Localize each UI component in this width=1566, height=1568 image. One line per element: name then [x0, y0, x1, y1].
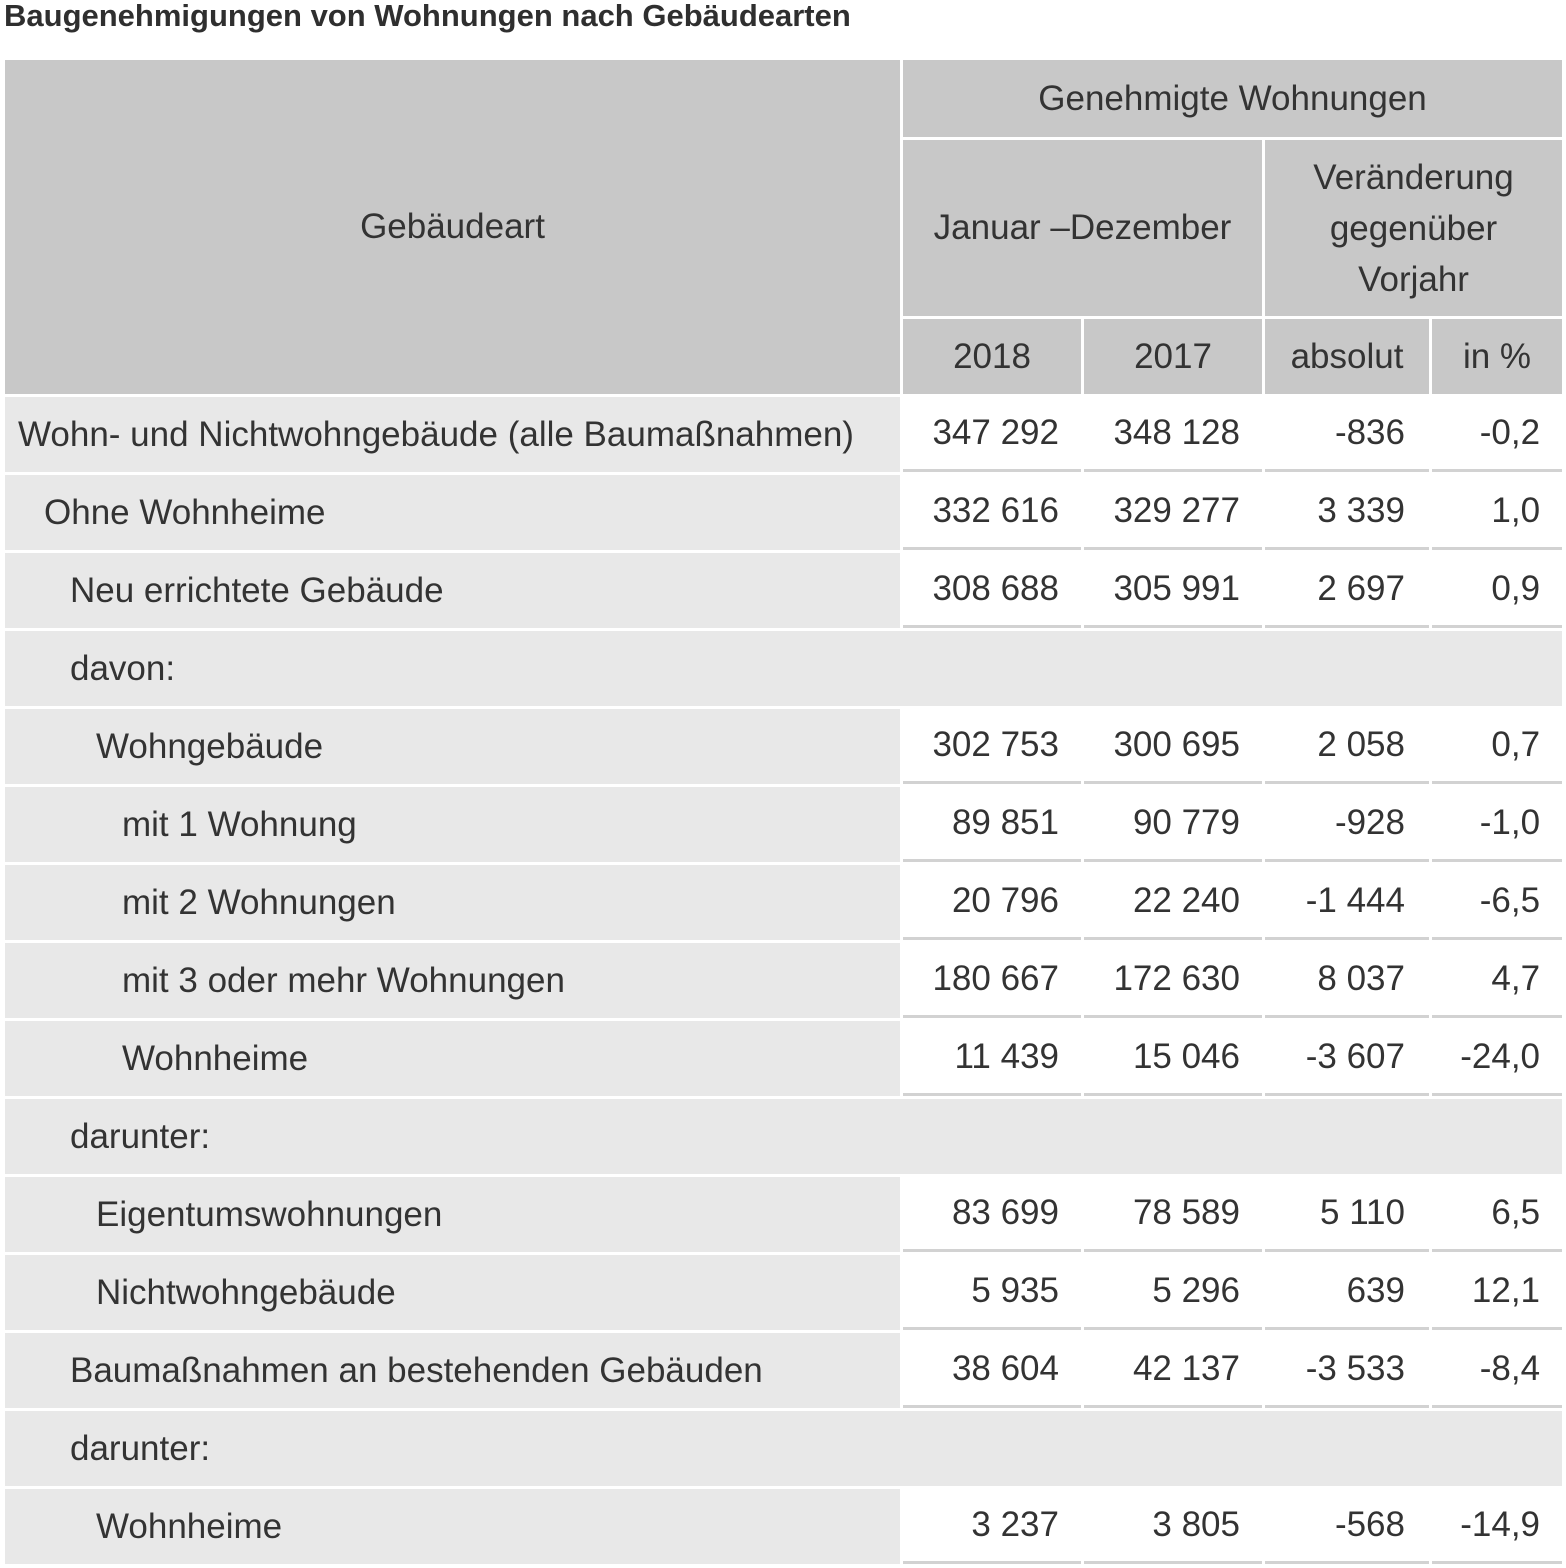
header-row-1 [5, 60, 1562, 137]
table-row [5, 709, 1562, 784]
table-row [5, 1021, 1562, 1096]
cell-absolut: -3 533 [1265, 1333, 1429, 1408]
table-row [5, 865, 1562, 940]
cell-2018: 20 796 [903, 865, 1081, 940]
row-label: Eigentumswohnungen [5, 1177, 900, 1252]
cell-2017: 22 240 [1084, 865, 1262, 940]
col-header-period: Januar –Dezember [903, 140, 1262, 316]
col-header-2017: 2017 [1084, 319, 1262, 394]
cell-2017: 42 137 [1084, 1333, 1262, 1408]
cell-absolut: -568 [1265, 1489, 1429, 1564]
section-label: darunter: [5, 1411, 1562, 1486]
cell-2017: 348 128 [1084, 397, 1262, 472]
cell-absolut: 8 037 [1265, 943, 1429, 1018]
row-label: Nichtwohngebäude [5, 1255, 900, 1330]
section-label: darunter: [5, 1099, 1562, 1174]
cell-2018: 38 604 [903, 1333, 1081, 1408]
col-header-genehmigte-wohnungen: Genehmigte Wohnungen [903, 60, 1562, 137]
cell-2018: 89 851 [903, 787, 1081, 862]
cell-2017: 90 779 [1084, 787, 1262, 862]
row-label: mit 2 Wohnungen [5, 865, 900, 940]
cell-2018: 83 699 [903, 1177, 1081, 1252]
row-label: Wohnheime [5, 1489, 900, 1564]
cell-percent: -24,0 [1432, 1021, 1562, 1096]
table-row [5, 1255, 1562, 1330]
row-label: Baumaßnahmen an bestehenden Gebäuden [5, 1333, 900, 1408]
cell-absolut: 639 [1265, 1255, 1429, 1330]
cell-2018: 302 753 [903, 709, 1081, 784]
cell-percent: 6,5 [1432, 1177, 1562, 1252]
cell-absolut: 2 697 [1265, 553, 1429, 628]
table-row [5, 553, 1562, 628]
table-row [5, 1489, 1562, 1564]
cell-absolut: -836 [1265, 397, 1429, 472]
col-header-change [1265, 140, 1562, 316]
col-header-gebaeudeart: Gebäudeart [5, 60, 900, 394]
cell-2018: 347 292 [903, 397, 1081, 472]
cell-percent: -0,2 [1432, 397, 1562, 472]
cell-percent: 1,0 [1432, 475, 1562, 550]
cell-absolut: -1 444 [1265, 865, 1429, 940]
cell-absolut: 3 339 [1265, 475, 1429, 550]
col-header-percent: in % [1432, 319, 1562, 394]
cell-percent: 0,7 [1432, 709, 1562, 784]
cell-percent: -6,5 [1432, 865, 1562, 940]
section-label: davon: [5, 631, 1562, 706]
cell-percent: 0,9 [1432, 553, 1562, 628]
cell-2017: 300 695 [1084, 709, 1262, 784]
table-row [5, 475, 1562, 550]
cell-2018: 332 616 [903, 475, 1081, 550]
page-title: Baugenehmigungen von Wohnungen nach Gebäudearten [4, 0, 851, 33]
col-header-2018: 2018 [903, 319, 1081, 394]
cell-percent: -1,0 [1432, 787, 1562, 862]
cell-2017: 305 991 [1084, 553, 1262, 628]
table-row [5, 397, 1562, 472]
cell-2018: 308 688 [903, 553, 1081, 628]
col-header-change-line-1: Veränderung [1313, 157, 1514, 197]
table-row [5, 1177, 1562, 1252]
table-row [5, 1333, 1562, 1408]
section-row [5, 631, 1562, 706]
cell-2017: 3 805 [1084, 1489, 1262, 1564]
cell-absolut: 2 058 [1265, 709, 1429, 784]
col-header-absolut: absolut [1265, 319, 1429, 394]
cell-2018: 5 935 [903, 1255, 1081, 1330]
cell-absolut: -3 607 [1265, 1021, 1429, 1096]
row-label: Wohnheime [5, 1021, 900, 1096]
cell-2018: 11 439 [903, 1021, 1081, 1096]
row-label: mit 3 oder mehr Wohnungen [5, 943, 900, 1018]
section-row [5, 1099, 1562, 1174]
row-label: Wohngebäude [5, 709, 900, 784]
row-label: Wohn- und Nichtwohngebäude (alle Baumaßnahmen) [5, 397, 900, 472]
housing-permits-table [2, 57, 1565, 1567]
cell-2017: 5 296 [1084, 1255, 1262, 1330]
cell-percent: -14,9 [1432, 1489, 1562, 1564]
row-label: Ohne Wohnheime [5, 475, 900, 550]
cell-2017: 172 630 [1084, 943, 1262, 1018]
cell-2017: 15 046 [1084, 1021, 1262, 1096]
cell-absolut: -928 [1265, 787, 1429, 862]
cell-percent: 12,1 [1432, 1255, 1562, 1330]
row-label: Neu errichtete Gebäude [5, 553, 900, 628]
row-label: mit 1 Wohnung [5, 787, 900, 862]
cell-absolut: 5 110 [1265, 1177, 1429, 1252]
col-header-change-line-3: Vorjahr [1358, 259, 1469, 299]
cell-percent: 4,7 [1432, 943, 1562, 1018]
section-row [5, 1411, 1562, 1486]
table-row [5, 943, 1562, 1018]
cell-2017: 329 277 [1084, 475, 1262, 550]
cell-2018: 3 237 [903, 1489, 1081, 1564]
cell-2017: 78 589 [1084, 1177, 1262, 1252]
table-row [5, 787, 1562, 862]
cell-percent: -8,4 [1432, 1333, 1562, 1408]
cell-2018: 180 667 [903, 943, 1081, 1018]
col-header-change-line-2: gegenüber [1329, 208, 1498, 248]
